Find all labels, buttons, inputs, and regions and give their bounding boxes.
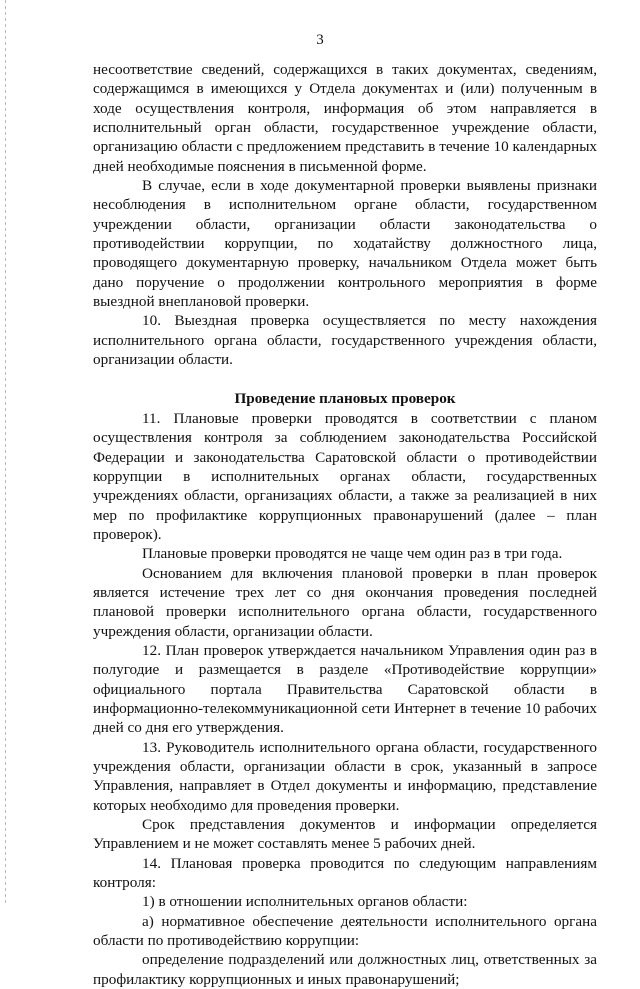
paragraph-item-10: 10. Выездная проверка осуществляется по месту нахождения исполнительного органа области, государственного учреждения области, организации области. [93, 312, 597, 369]
page-number: 3 [316, 32, 324, 48]
paragraph-item-12: 12. План проверок утверждается начальником Управления один раз в полугодие и размещается в разделе «Противодействие коррупции» официального портала Правительства Саратовской области в информационно-телекоммуникационной сети Интернет в течение 10 рабочих дней со дня его утверждения. [93, 641, 597, 737]
paragraph-item-11: 11. Плановые проверки проводятся в соответствии с планом осуществления контроля за соблюдением законодательства Российской Федерации и законодательства Саратовской области о противодействии коррупции в исполнительных органах области, государственных учреждениях области, организациях области, а также за реализацией в них мер по профилактике коррупционных правонарушений (далее – план проверок). [93, 409, 597, 543]
scan-margin-rule [5, 0, 6, 905]
paragraph-responsible-units: определение подразделений или должностных лиц, ответственных за профилактику коррупционных и иных правонарушений; [93, 951, 597, 988]
document-body [93, 60, 597, 989]
paragraph-documentary-check: В случае, если в ходе документарной проверки выявлены признаки несоблюдения в исполнительном органе области, государственном учреждении области, организации области законодательства о противодействии коррупции, по ходатайству должностного лица, проводящего документарную проверку, начальником Отдела может быть дано поручение о продолжении контрольного мероприятия в форме выездной внеплановой проверки. [93, 177, 597, 311]
paragraph-basis: Основанием для включения плановой проверки в план проверок является истечение трех лет со дня окончания проведения последней плановой проверки исполнительного органа области, государственного учреждения области, организации области. [93, 564, 597, 640]
paragraph-item-13: 13. Руководитель исполнительного органа области, государственного учреждения области, организации области в срок, указанный в запросе Управления, направляет в Отдел документы и информацию, представление которых необходимо для проведения проверки. [93, 738, 597, 814]
paragraph-subitem-1: 1) в отношении исполнительных органов области: [142, 893, 468, 911]
paragraph-item-14: 14. Плановая проверка проводится по следующим направлениям контроля: [93, 854, 597, 892]
paragraph-subitem-a: а) нормативное обеспечение деятельности исполнительного органа области по противодействию коррупции: [93, 912, 597, 950]
section-heading: Проведение плановых проверок [234, 389, 456, 407]
paragraph-deadline: Срок представления документов и информации определяется Управлением и не может составлять менее 5 рабочих дней. [93, 816, 597, 853]
paragraph-frequency: Плановые проверки проводятся не чаще чем один раз в три года. [142, 545, 563, 563]
paragraph-continuation: несоответствие сведений, содержащихся в таких документах, сведениям, содержащимся в имеющихся у Отдела документах и (или) полученным в ходе осуществления контроля, информация об этом направляется в исполнительный орган области, государственное учреждение области, организацию области с предложением представить в течение 10 календарных дней необходимые пояснения в письменной форме. [93, 61, 597, 175]
